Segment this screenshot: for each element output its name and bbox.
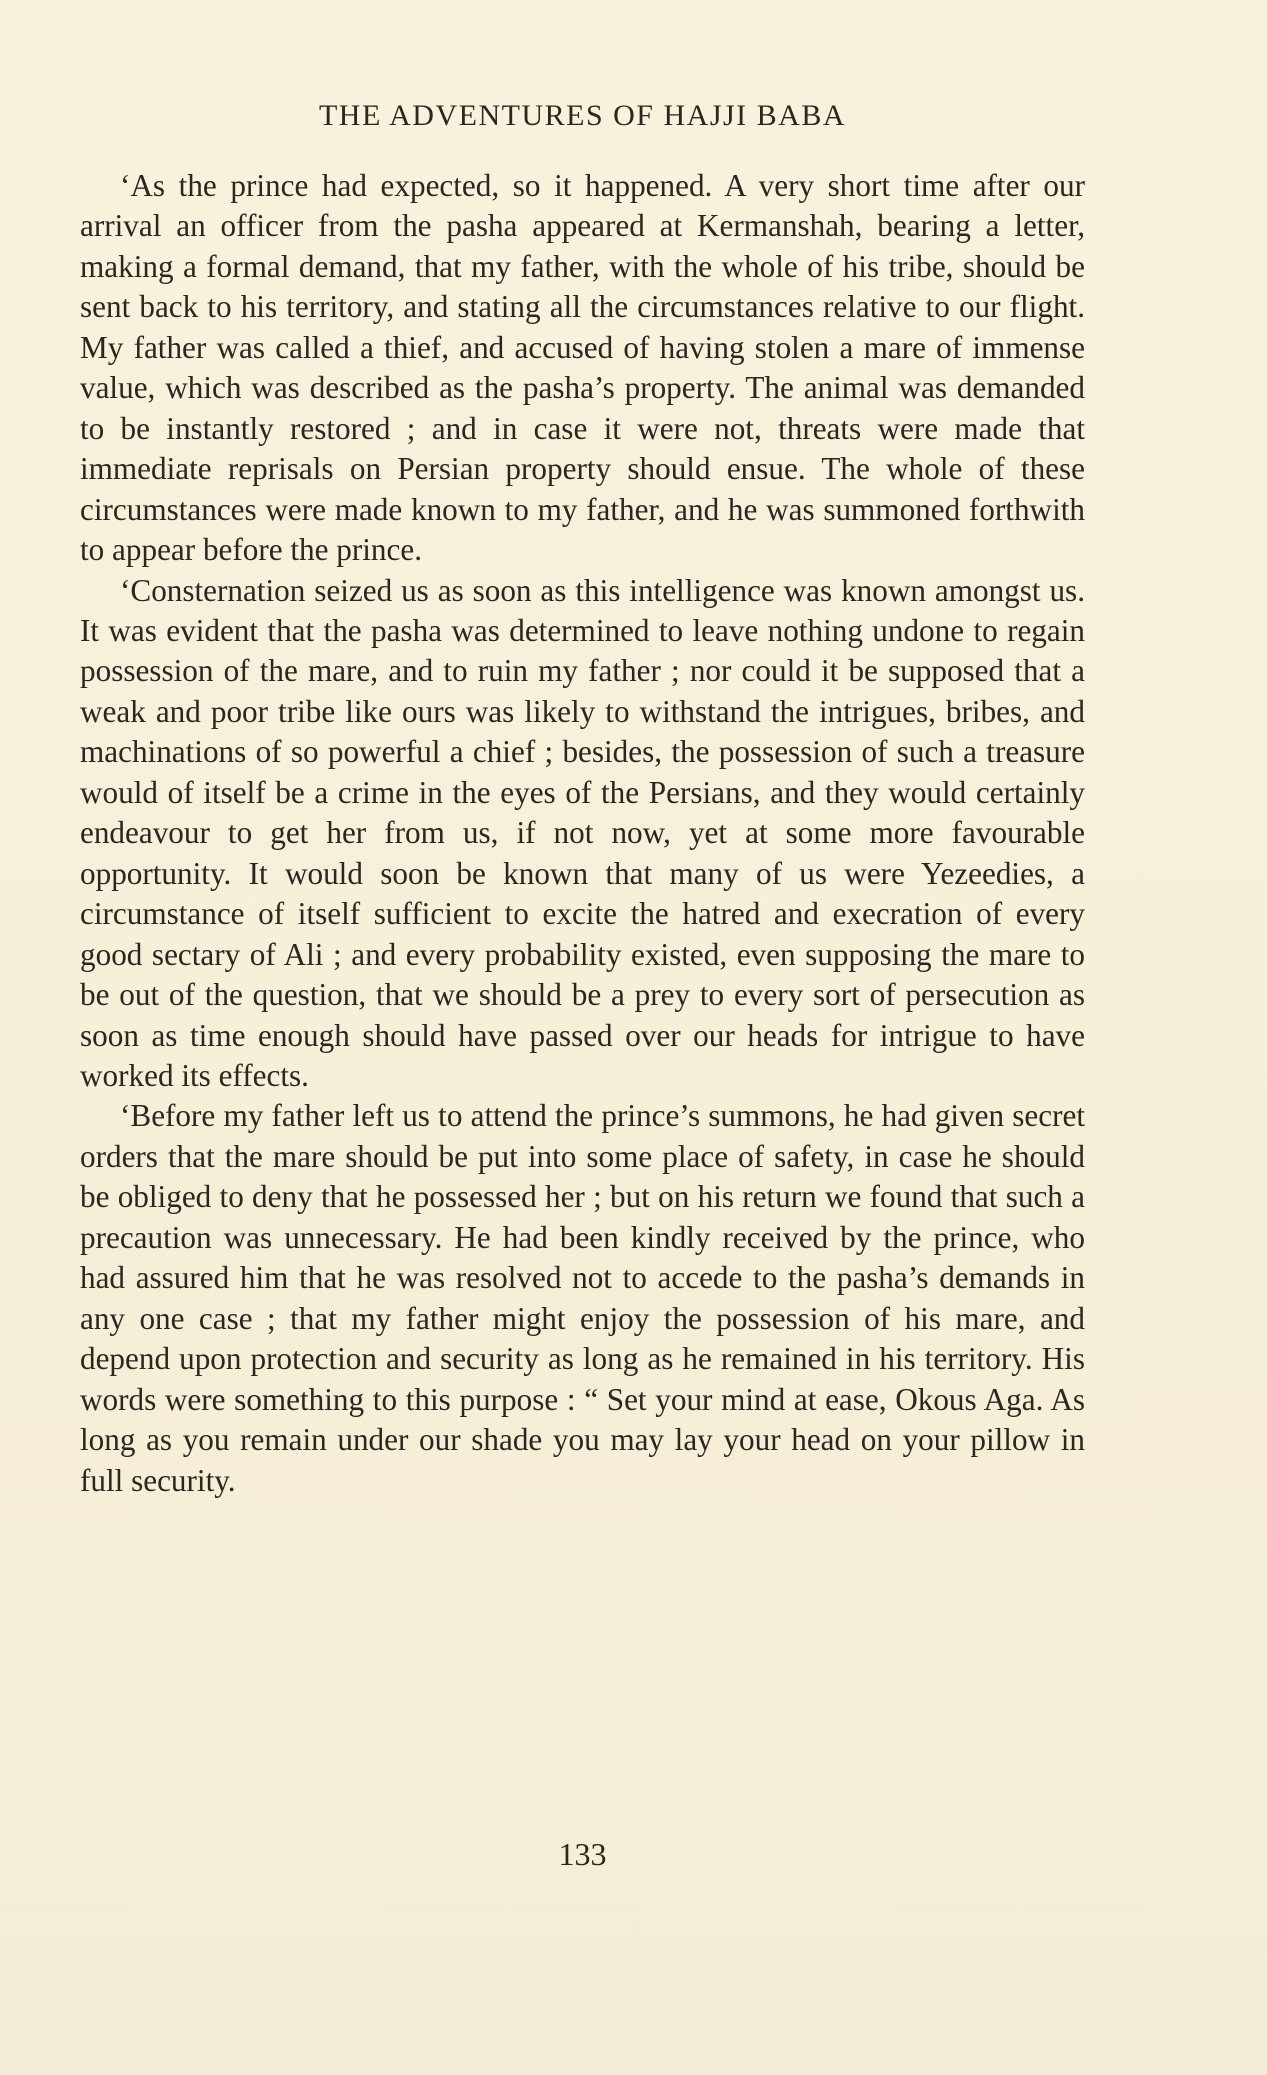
running-head: THE ADVENTURES OF HAJJI BABA	[318, 99, 847, 132]
paragraph-2: ‘Consternation seized us as soon as this intelligence was known amongst us. It was evident that the pasha was determined to leave nothing undone to regain possession of the mare, and to ruin my father ; nor could it be supposed that a weak and poor tribe like ours was likely to withstand the intrigues, bribes, and machinations of so powerful a chief ; besides, the possession of such a treasure would of itself be a crime in the eyes of the Persians, and they would certainly endeavour to get her from us, if not now, yet at some more favourable opportunity. It would soon be known that many of us were Yezeedies, a circumstance of itself sufficient to excite the hatred and execration of every good sectary of Ali ; and every probability existed, even supposing the mare to be out of the question, that we should be a prey to every sort of persecution as soon as time enough should have passed over our heads for intrigue to have worked its effects.	[80, 572, 1085, 1093]
body-text	[80, 166, 1085, 1501]
paragraph-1: ‘As the prince had expected, so it happened. A very short time after our arrival an officer from the pasha appeared at Kermanshah, bearing a letter, making a formal demand, that my father, with the whole of his tribe, should be sent back to his territory, and stating all the circumstances relative to our flight. My father was called a thief, and accused of having stolen a mare of immense value, which was described as the pasha’s property. The animal was demanded to be instantly restored ; and in case it were not, threats were made that immediate reprisals on Persian property should ensue. The whole of these circumstances were made known to my father, and he was summoned forthwith to appear before the prince.	[80, 168, 1085, 568]
page-number: 133	[558, 1836, 607, 1872]
paragraph-3: ‘Before my father left us to attend the prince’s summons, he had given secret orders that the mare should be put into some place of safety, in case he should be obliged to deny that he possessed her ; but on his return we found that such a precaution was unnecessary. He had been kindly received by the prince, who had assured him that he was resolved not to accede to the pasha’s demands in any one case ; that my father might enjoy the possession of his mare, and depend upon protection and security as long as he remained in his territory. His words were something to this purpose : “ Set your mind at ease, Okous Aga. As long as you remain under our shade you may lay your head on your pillow in full security.	[80, 1098, 1085, 1498]
